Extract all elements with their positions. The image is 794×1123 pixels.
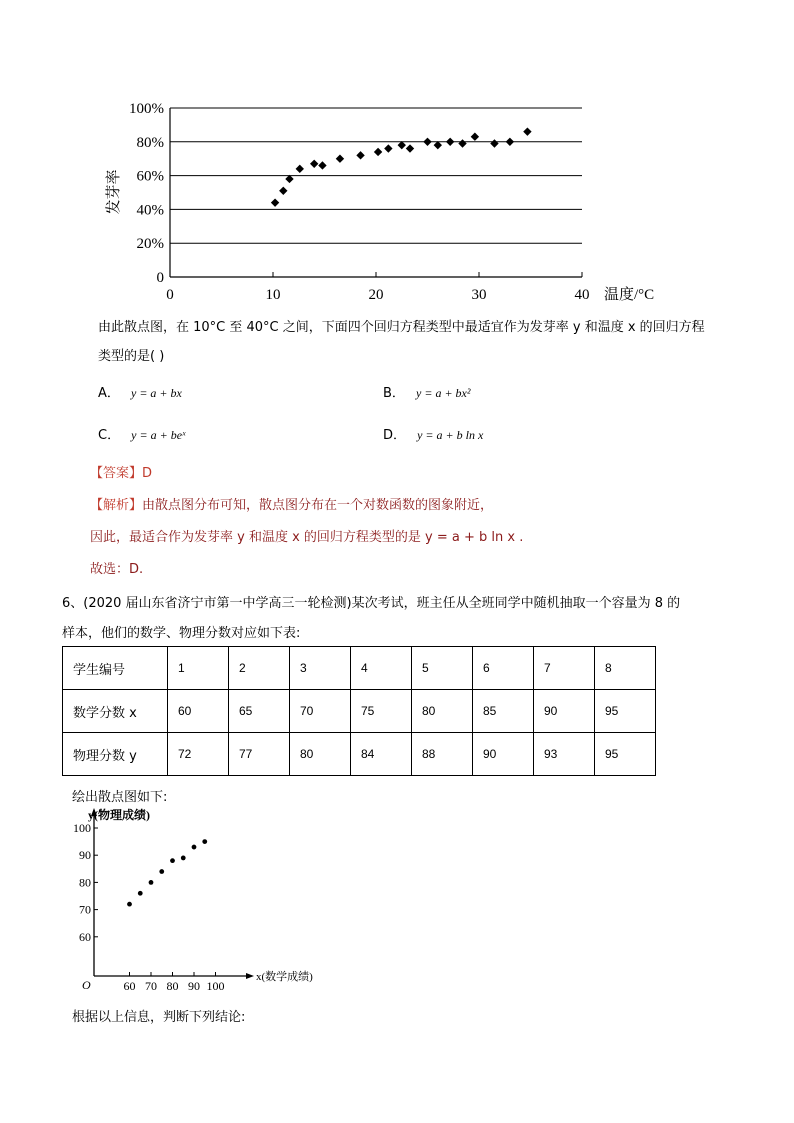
y-tick-label: 0 [156,270,164,286]
table-row-header: 物理分数 y [63,733,168,776]
analysis-tag: 【解析】 [90,498,143,513]
table-cell: 80 [290,733,351,776]
y-tick-label: 90 [79,848,91,863]
x-tick-label: 90 [188,979,200,993]
option-d-label: D． [383,428,407,443]
table-row [63,647,656,690]
y-tick-label: 40% [136,202,164,219]
x-tick-label: 20 [368,287,384,303]
x-axis-label: x(数学成绩) [256,971,313,983]
data-point [406,144,414,152]
data-point [159,869,164,874]
x-tick-label: 10 [265,287,281,303]
option-c-label: C． [98,428,121,443]
x-tick-label: 0 [166,287,174,303]
table-cell: 80 [412,690,473,733]
analysis-text1: 由散点图分布可知，散点图分布在一个对数函数的图象附近， [142,498,494,513]
q6-stem-line2: 样本，他们的数学、物理分数对应如下表: [62,626,301,641]
data-point [471,133,479,141]
y-tick-label: 80 [79,875,91,890]
y-tick-label: 100 [73,821,91,835]
answer-line [90,462,152,481]
table-cell: 95 [595,690,656,733]
table-cell: 90 [473,733,534,776]
table-cell: 93 [534,733,595,776]
y-tick-label: 60% [136,168,164,185]
scores-scatter-chart [66,806,328,998]
data-point [149,880,154,885]
scatter-intro: 绘出散点图如下: [72,790,168,805]
data-point [506,138,514,146]
table-cell: 65 [229,690,290,733]
table-row [63,690,656,733]
y-tick-label: 80% [136,134,164,151]
table-cell: 90 [534,690,595,733]
option-a-formula: y = a + bx [131,386,182,400]
data-point [336,155,344,163]
table-row-header: 学生编号 [63,647,168,690]
data-point [446,138,454,146]
table-cell: 75 [351,690,412,733]
data-point [490,139,498,147]
data-point [138,891,143,896]
table-cell: 85 [473,690,534,733]
table-cell: 8 [595,647,656,690]
table-cell: 3 [290,647,351,690]
data-point [310,160,318,168]
table-cell: 2 [229,647,290,690]
q6-stem-line1: 6、(2020 届山东省济宁市第一中学高三一轮检测)某次考试，班主任从全班同学中随机抽取一个容量为 8 的 [62,596,681,611]
table-cell: 5 [412,647,473,690]
data-point [192,845,197,850]
y-tick-label: 100% [129,101,164,117]
data-point [202,839,207,844]
option-b [383,382,470,401]
data-point [374,148,382,156]
origin-label: O [82,978,91,992]
data-point [181,856,186,861]
x-axis-label: 温度/°C [604,287,655,303]
data-point [318,161,326,169]
x-tick-label: 40 [574,287,590,303]
x-tick-label: 60 [123,979,136,993]
option-d [383,424,483,443]
option-a-label: A． [98,386,120,401]
x-axis-arrow [246,973,254,979]
data-point [523,127,531,135]
table-cell: 88 [412,733,473,776]
option-b-label: B． [383,386,405,401]
germination-scatter-chart [92,92,668,306]
data-point [384,144,392,152]
x-tick-label: 80 [166,979,179,993]
table-cell: 95 [595,733,656,776]
table-cell: 6 [473,647,534,690]
table-row-header: 数学分数 x [63,690,168,733]
data-point [423,138,431,146]
q6-closing: 根据以上信息，判断下列结论: [72,1010,246,1025]
table-cell: 60 [168,690,229,733]
table-cell: 72 [168,733,229,776]
table-row [63,733,656,776]
scores-table [62,646,656,776]
data-point [271,198,279,206]
data-point [356,151,364,159]
y-tick-label: 70 [79,902,91,917]
data-point [279,187,287,195]
scores-chart-panel [66,806,328,998]
option-b-formula: y = a + bx² [416,386,471,400]
conclusion-line: 故选：D. [90,562,144,577]
option-c-formula: y = a + beˣ [131,428,186,442]
data-point [127,902,132,907]
germination-chart-panel [92,92,668,306]
analysis-line2: 因此，最适合作为发芽率 y 和温度 x 的回归方程类型的是 y = a + b ln x . [90,530,524,545]
q5-stem-line2: 类型的是( ) [98,349,165,364]
table-cell: 1 [168,647,229,690]
y-axis-label: 发芽率 [106,169,122,215]
answer-value: D [142,466,153,481]
x-tick-label: 100 [206,979,225,993]
table-cell: 84 [351,733,412,776]
y-tick-label: 20% [136,236,164,253]
data-point [458,139,466,147]
answer-tag: 【答案】 [90,466,143,481]
y-tick-label: 60 [79,929,91,944]
option-c [98,424,185,443]
y-axis-label: y(物理成绩) [88,808,150,822]
analysis-line1 [90,494,493,513]
q5-stem-line1: 由此散点图，在 10°C 至 40°C 之间，下面四个回归方程类型中最适宜作为发芽率 y 和温度 x 的回归方程 [98,320,705,335]
data-point [296,165,304,173]
option-a [98,382,182,401]
x-tick-label: 30 [471,287,487,303]
option-d-formula: y = a + b ln x [417,428,484,442]
table-cell: 4 [351,647,412,690]
data-point [170,858,175,863]
table-cell: 70 [290,690,351,733]
table-cell: 77 [229,733,290,776]
table-cell: 7 [534,647,595,690]
x-tick-label: 70 [145,979,157,993]
